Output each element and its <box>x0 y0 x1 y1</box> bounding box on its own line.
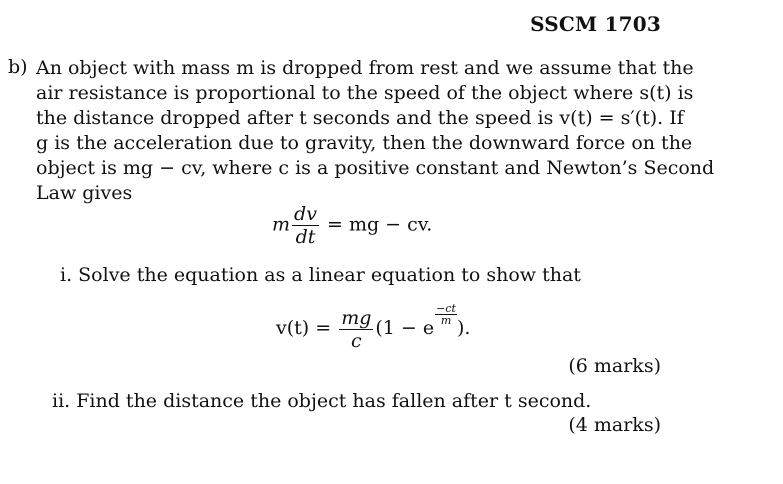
paragraph-line: An object with mass m is dropped from rest and we assume that the <box>36 57 694 79</box>
eq2-paren-close: ). <box>456 317 471 339</box>
sub-question-ii: ii. Find the distance the object has fallen after t second. <box>52 390 592 412</box>
part-label: b) <box>8 56 28 78</box>
eq2-fraction <box>339 307 373 352</box>
paragraph-line: g is the acceleration due to gravity, then the downward force on the <box>36 132 693 154</box>
eq2-lhs: v(t) = <box>276 317 332 339</box>
eq2-exponent <box>435 303 457 326</box>
marks-i: (6 marks) <box>568 355 661 377</box>
paragraph-line: Law gives <box>36 182 133 204</box>
paragraph-line: object is mg − cv, where c is a positive constant and Newton’s Second <box>36 157 715 179</box>
paragraph-line: the distance dropped after t seconds and the speed is v(t) = s′(t). If <box>36 107 684 129</box>
eq1-lhs-coef: m <box>272 213 291 236</box>
newton-equation <box>272 203 432 248</box>
course-code: SSCM 1703 <box>530 12 661 36</box>
eq2-paren-open: (1 − e <box>375 317 435 339</box>
eq2-numerator: mg <box>341 306 372 329</box>
eq1-numerator: dv <box>294 203 317 225</box>
paragraph-line: air resistance is proportional to the speed of the object where s(t) is <box>36 82 694 104</box>
eq2-exp-denominator: m <box>440 314 452 327</box>
eq1-denominator: dt <box>295 226 316 248</box>
sub-question-i: i. Solve the equation as a linear equation to show that <box>60 264 581 286</box>
eq2-denominator: c <box>350 329 362 352</box>
eq2-exp-numerator: −ct <box>436 302 456 315</box>
velocity-equation <box>276 303 470 352</box>
question-paragraph <box>36 56 715 206</box>
eq1-fraction <box>292 203 319 248</box>
marks-ii: (4 marks) <box>568 414 661 436</box>
eq1-rhs: = mg − cv. <box>326 213 433 236</box>
